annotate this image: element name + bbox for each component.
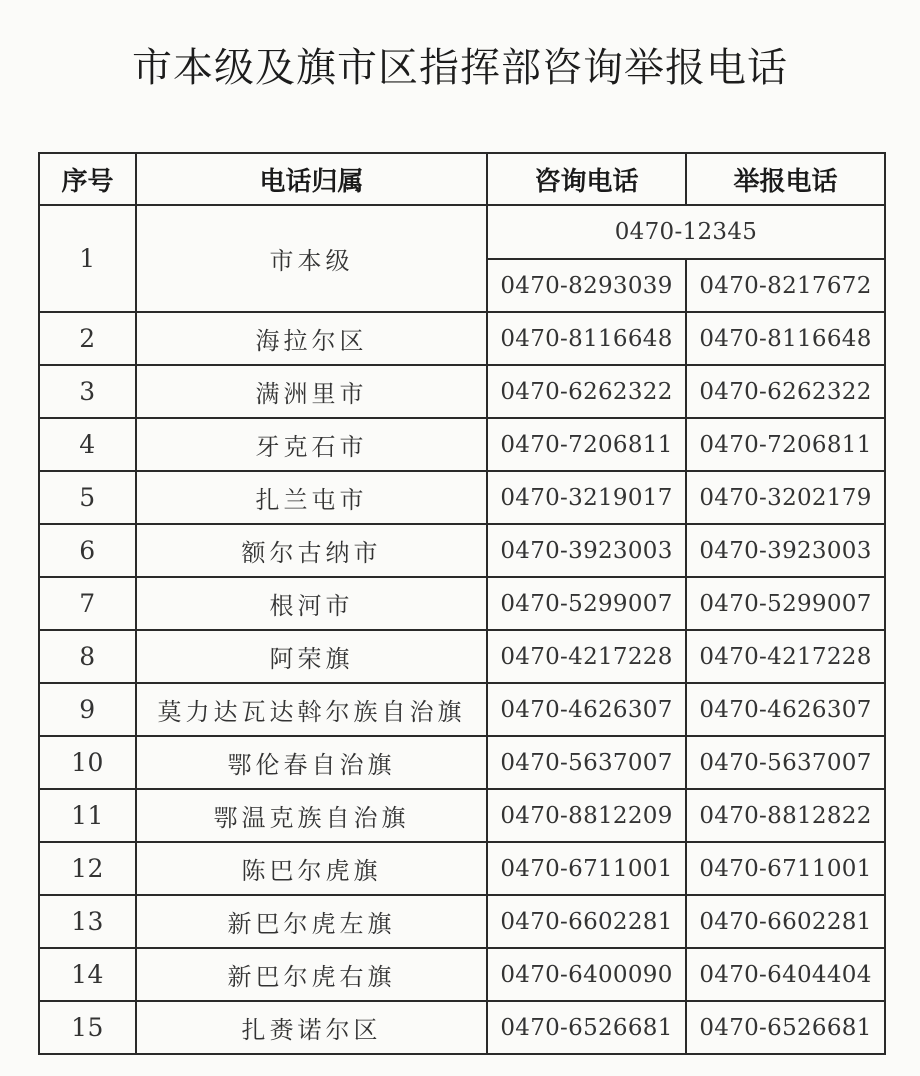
row-seq: 8 bbox=[39, 630, 136, 683]
row-report-phone: 0470-6711001 bbox=[686, 842, 885, 895]
row-report-phone: 0470-6526681 bbox=[686, 1001, 885, 1054]
row-report-phone: 0470-8812822 bbox=[686, 789, 885, 842]
row-consult-phone: 0470-8812209 bbox=[487, 789, 686, 842]
row-affiliation: 新巴尔虎左旗 bbox=[136, 895, 487, 948]
table-row bbox=[39, 948, 885, 1001]
table-row bbox=[39, 736, 885, 789]
row-consult-phone: 0470-6262322 bbox=[487, 365, 686, 418]
row-report-phone: 0470-3202179 bbox=[686, 471, 885, 524]
row-consult-phone: 0470-6400090 bbox=[487, 948, 686, 1001]
table-row bbox=[39, 842, 885, 895]
table-row bbox=[39, 577, 885, 630]
row-affiliation: 扎兰屯市 bbox=[136, 471, 487, 524]
row-consult-phone: 0470-5637007 bbox=[487, 736, 686, 789]
row-seq: 14 bbox=[39, 948, 136, 1001]
row-affiliation: 莫力达瓦达斡尔族自治旗 bbox=[136, 683, 487, 736]
table-row bbox=[39, 789, 885, 842]
table-row bbox=[39, 418, 885, 471]
row-affiliation: 鄂伦春自治旗 bbox=[136, 736, 487, 789]
row-report-phone: 0470-5299007 bbox=[686, 577, 885, 630]
row-affiliation: 海拉尔区 bbox=[136, 312, 487, 365]
row-consult-phone: 0470-6711001 bbox=[487, 842, 686, 895]
row-affiliation: 陈巴尔虎旗 bbox=[136, 842, 487, 895]
header-consult: 咨询电话 bbox=[487, 153, 686, 205]
row-affiliation: 阿荣旗 bbox=[136, 630, 487, 683]
row-affiliation: 额尔古纳市 bbox=[136, 524, 487, 577]
row-seq: 3 bbox=[39, 365, 136, 418]
row-seq: 2 bbox=[39, 312, 136, 365]
table-row bbox=[39, 1001, 885, 1054]
table-row bbox=[39, 524, 885, 577]
row-seq: 15 bbox=[39, 1001, 136, 1054]
row-report-phone: 0470-8116648 bbox=[686, 312, 885, 365]
table-row bbox=[39, 312, 885, 365]
row-seq: 11 bbox=[39, 789, 136, 842]
row-report-phone: 0470-4626307 bbox=[686, 683, 885, 736]
header-affiliation: 电话归属 bbox=[136, 153, 487, 205]
row-seq: 10 bbox=[39, 736, 136, 789]
row-affiliation: 扎赉诺尔区 bbox=[136, 1001, 487, 1054]
row-seq: 7 bbox=[39, 577, 136, 630]
row-report-phone: 0470-7206811 bbox=[686, 418, 885, 471]
row-seq: 9 bbox=[39, 683, 136, 736]
row-seq: 5 bbox=[39, 471, 136, 524]
row-affiliation: 根河市 bbox=[136, 577, 487, 630]
table-row bbox=[39, 630, 885, 683]
header-seq: 序号 bbox=[39, 153, 136, 205]
table-row bbox=[39, 895, 885, 948]
row-report-phone: 0470-3923003 bbox=[686, 524, 885, 577]
row-consult-phone: 0470-3219017 bbox=[487, 471, 686, 524]
row-report-phone: 0470-8217672 bbox=[686, 259, 885, 312]
row-report-phone: 0470-6602281 bbox=[686, 895, 885, 948]
row-seq: 13 bbox=[39, 895, 136, 948]
header-report: 举报电话 bbox=[686, 153, 885, 205]
row-consult-phone: 0470-8116648 bbox=[487, 312, 686, 365]
row-report-phone: 0470-4217228 bbox=[686, 630, 885, 683]
hotline-table bbox=[38, 152, 886, 1055]
table-body bbox=[39, 205, 885, 1054]
row-consult-phone: 0470-6602281 bbox=[487, 895, 686, 948]
row-consult-phone: 0470-3923003 bbox=[487, 524, 686, 577]
table-row bbox=[39, 365, 885, 418]
table-row bbox=[39, 205, 885, 259]
row-report-phone: 0470-6262322 bbox=[686, 365, 885, 418]
table-row bbox=[39, 471, 885, 524]
row-affiliation: 牙克石市 bbox=[136, 418, 487, 471]
row-affiliation: 鄂温克族自治旗 bbox=[136, 789, 487, 842]
table-header-row bbox=[39, 153, 885, 205]
row-report-phone: 0470-6404404 bbox=[686, 948, 885, 1001]
row-seq: 12 bbox=[39, 842, 136, 895]
row-consult-phone: 0470-7206811 bbox=[487, 418, 686, 471]
row-report-phone: 0470-5637007 bbox=[686, 736, 885, 789]
row-affiliation: 市本级 bbox=[136, 205, 487, 312]
row-affiliation: 满洲里市 bbox=[136, 365, 487, 418]
row-consult-phone: 0470-6526681 bbox=[487, 1001, 686, 1054]
row-seq: 1 bbox=[39, 205, 136, 312]
row-seq: 4 bbox=[39, 418, 136, 471]
row-consult-phone: 0470-5299007 bbox=[487, 577, 686, 630]
row-consult-phone: 0470-4217228 bbox=[487, 630, 686, 683]
table-row bbox=[39, 683, 885, 736]
page-title: 市本级及旗市区指挥部咨询举报电话 bbox=[132, 45, 788, 91]
row-consult-phone: 0470-8293039 bbox=[487, 259, 686, 312]
row-shared-phone: 0470-12345 bbox=[487, 205, 885, 259]
row-affiliation: 新巴尔虎右旗 bbox=[136, 948, 487, 1001]
row-seq: 6 bbox=[39, 524, 136, 577]
row-consult-phone: 0470-4626307 bbox=[487, 683, 686, 736]
